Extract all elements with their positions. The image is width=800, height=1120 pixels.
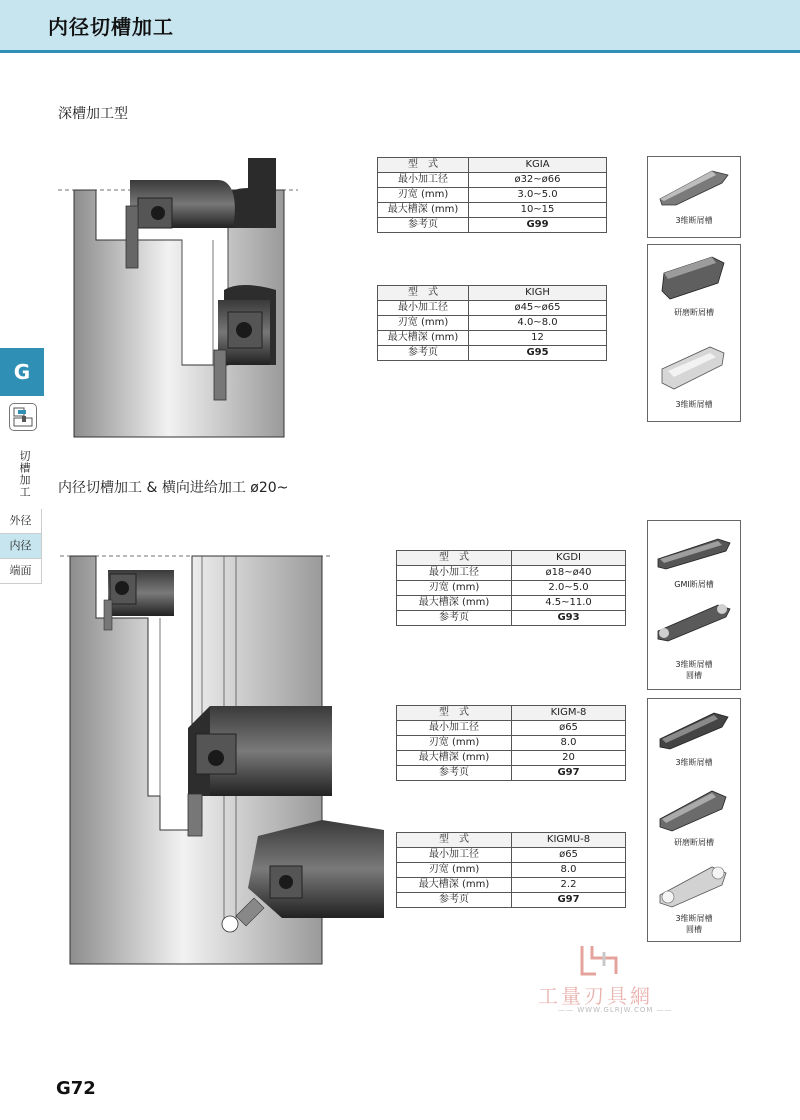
insert-image-box [647, 698, 741, 942]
spec-table-kigh: 型 式 KIGH 最小加工径 ø45~ø65 刃宽 (mm) 4.0~8.0 最大槽深 (mm) 12 参考页 G95 [377, 285, 607, 361]
insert-image [656, 861, 732, 909]
insert-caption: 3维断屑槽 圆槽 [675, 660, 713, 680]
model-name: KGDI [512, 551, 626, 566]
insert-caption: 3维断屑槽 圆槽 [675, 914, 713, 934]
insert-caption: GMI断屑槽 [674, 580, 714, 589]
spec-table-kigm-8: 型 式 KIGM-8 最小加工径 ø65 刃宽 (mm) 8.0 最大槽深 (mm) 20 参考页 G97 [396, 705, 626, 781]
insert-image [656, 785, 732, 833]
reference-page-link[interactable]: G97 [512, 766, 626, 781]
spec-table-kgia: 型 式 KGIA 最小加工径 ø32~ø66 刃宽 (mm) 3.0~5.0 最大槽深 (mm) 10~15 参考页 G99 [377, 157, 607, 233]
insert-image [658, 253, 730, 303]
model-name: KIGM-8 [512, 706, 626, 721]
insert-image-box [647, 156, 741, 238]
page-title: 内径切槽加工 [48, 15, 174, 39]
nav-item-external[interactable]: 外径 [0, 509, 42, 534]
model-name: KIGH [469, 286, 607, 301]
reference-page-link[interactable]: G99 [469, 218, 607, 233]
insert-caption: 3维断屑槽 [675, 400, 713, 409]
insert-caption: 3维断屑槽 [675, 758, 713, 767]
model-name: KGIA [469, 158, 607, 173]
insert-caption: 3维断屑槽 [675, 216, 713, 225]
reference-page-link[interactable]: G95 [469, 346, 607, 361]
spec-table-kigmu-8: 型 式 KIGMU-8 最小加工径 ø65 刃宽 (mm) 8.0 最大槽深 (mm) 2.2 参考页 G97 [396, 832, 626, 908]
nav-item-face[interactable]: 端面 [0, 559, 42, 584]
model-name: KIGMU-8 [512, 833, 626, 848]
internal-grooving-diagram [60, 548, 390, 968]
chapter-tab[interactable]: G [0, 348, 44, 396]
section-title-internal: 内径切槽加工 & 横向进给加工 ø20~ [58, 480, 289, 496]
insert-image [654, 599, 734, 643]
page-number: G72 [56, 1078, 96, 1099]
watermark-text: 工量刃具網 [538, 984, 653, 1008]
insert-image [654, 535, 734, 571]
chapter-vertical-label: 切槽加工 [18, 450, 31, 498]
spec-table-kgdi: 型 式 KGDI 最小加工径 ø18~ø40 刃宽 (mm) 2.0~5.0 最大槽深 (mm) 4.5~11.0 参考页 G93 [396, 550, 626, 626]
reference-page-link[interactable]: G97 [512, 893, 626, 908]
watermark-url: —— WWW.GLRJW.COM —— [558, 1006, 673, 1014]
reference-page-link[interactable]: G93 [512, 611, 626, 626]
insert-image-box [647, 244, 741, 422]
watermark-logo-icon [576, 944, 624, 978]
insert-image [656, 165, 732, 209]
section-title-deep: 深槽加工型 [58, 106, 128, 122]
insert-caption: 研磨断屑槽 [674, 838, 714, 847]
insert-image-box [647, 520, 741, 690]
insert-image [656, 707, 732, 751]
grooving-icon [9, 403, 37, 431]
insert-caption: 研磨断屑槽 [674, 308, 714, 317]
side-nav [0, 509, 42, 584]
nav-item-internal[interactable]: 内径 [0, 534, 42, 559]
insert-image [658, 341, 730, 393]
deep-grooving-diagram [58, 150, 358, 445]
page-header [0, 0, 800, 53]
